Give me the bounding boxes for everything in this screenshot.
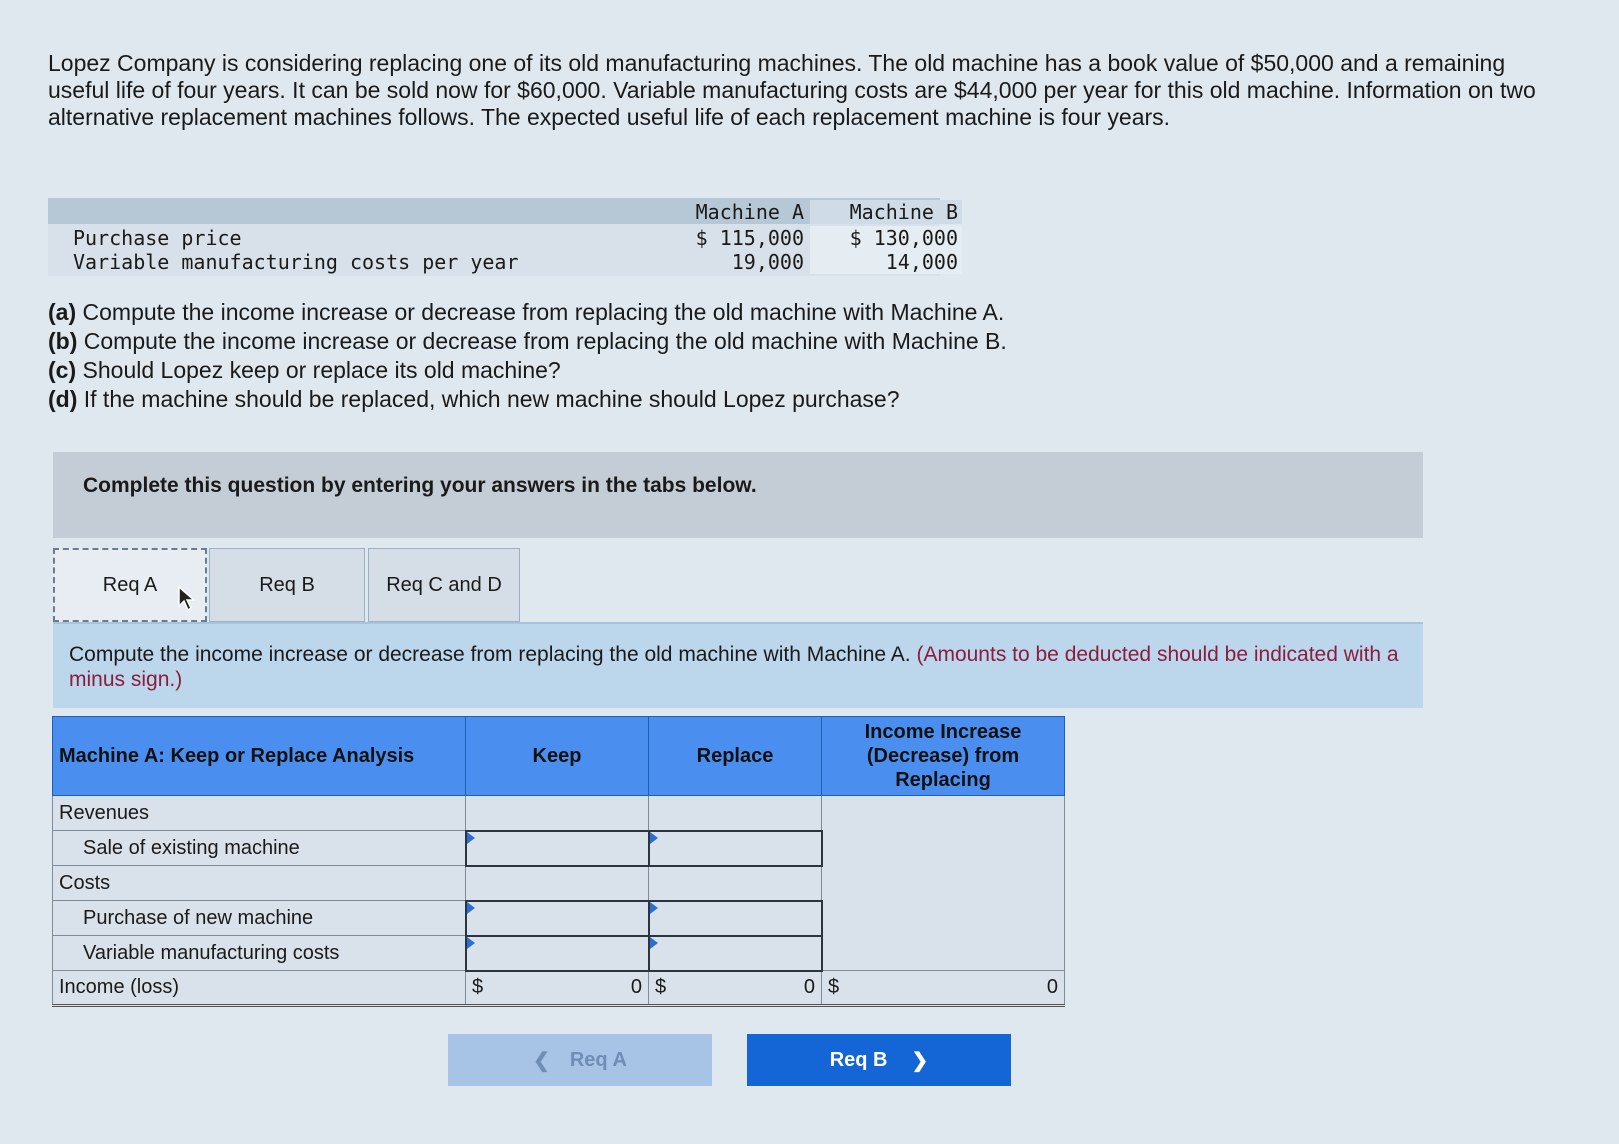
diff-total [822, 971, 1065, 1006]
tab-instruction [53, 624, 1423, 708]
row-label-purchase: Purchase of new machine [53, 901, 466, 936]
row-label: Purchase price [73, 226, 242, 250]
row-label-income: Income (loss) [53, 971, 466, 1006]
tab-req-c-and-d[interactable]: Req C and D [368, 548, 520, 622]
replace-total-value: 0 [803, 976, 815, 999]
prev-req-button[interactable] [448, 1034, 712, 1086]
keep-variable-input[interactable] [466, 936, 649, 971]
machine-a-value: 19,000 [731, 250, 804, 274]
machine-a-header: Machine A [695, 200, 804, 224]
machine-b-value: 14,000 [810, 250, 962, 274]
table-header-row [53, 717, 1065, 796]
keep-total [466, 971, 649, 1006]
keep-cell [466, 866, 649, 901]
tab-req-a[interactable]: Req A [53, 548, 207, 622]
mouse-cursor-icon [178, 586, 196, 612]
machine-data-table [48, 198, 958, 276]
instructions-banner [53, 452, 1423, 538]
replace-total [649, 971, 822, 1006]
tab-req-b[interactable]: Req B [209, 548, 365, 622]
next-label: Req B [829, 1048, 888, 1071]
currency-symbol: $ [655, 976, 667, 999]
machine-a-value: $ 115,000 [695, 226, 804, 250]
machine-data-header [48, 198, 958, 224]
question-list [48, 298, 1007, 414]
replace-sale-input[interactable] [649, 831, 822, 866]
keep-purchase-input[interactable] [466, 901, 649, 936]
question-c: (c) Should Lopez keep or replace its old machine? [48, 357, 561, 383]
header-analysis: Machine A: Keep or Replace Analysis [53, 717, 466, 796]
replace-cell [649, 796, 822, 831]
replace-purchase-input[interactable] [649, 901, 822, 936]
keep-or-replace-table [52, 716, 1065, 1007]
income-row [53, 971, 1065, 1006]
question-b: (b) Compute the income increase or decrease from replacing the old machine with Machine B. [48, 328, 1007, 354]
keep-total-value: 0 [630, 976, 642, 999]
variable-costs-row [48, 248, 958, 274]
purchase-price-row [48, 224, 958, 250]
header-replace: Replace [649, 717, 822, 796]
header-keep: Keep [466, 717, 649, 796]
machine-b-value: $ 130,000 [810, 226, 962, 250]
problem-intro: Lopez Company is considering replacing one of its old manufacturing machines. The old machine has a book value of $50,000 and a remaining useful life of four years. It can be sold now for $60,000. Variable manufacturing costs are $44,000 per year for this old machine. Information on two alternative replacement machines follows. The expected useful life of each replacement machine is four years. [48, 50, 1536, 130]
replace-cell [649, 866, 822, 901]
next-req-button[interactable] [747, 1034, 1011, 1086]
row-label-revenues: Revenues [53, 796, 466, 831]
table-row [53, 796, 1065, 831]
instruction-note: (Amounts to be deducted should be indicated with a minus sign.) [69, 643, 1399, 691]
row-label-sale: Sale of existing machine [53, 831, 466, 866]
keep-cell [466, 796, 649, 831]
machine-b-header: Machine B [810, 200, 962, 224]
currency-symbol: $ [828, 976, 840, 998]
instruction-text: Compute the income increase or decrease from replacing the old machine with Machine A. [69, 643, 911, 666]
diff-total-value: 0 [1046, 976, 1058, 998]
income-diff-cell [822, 796, 1065, 971]
banner-text: Complete this question by entering your answers in the tabs below. [83, 474, 757, 497]
currency-symbol: $ [472, 976, 484, 999]
header-income-diff: Income Increase (Decrease) from Replacing [822, 717, 1065, 796]
question-a: (a) Compute the income increase or decrease from replacing the old machine with Machine A. [48, 299, 1005, 325]
row-label: Variable manufacturing costs per year [73, 250, 519, 274]
chevron-left-icon: ❮ [533, 1049, 550, 1072]
replace-variable-input[interactable] [649, 936, 822, 971]
question-d: (d) If the machine should be replaced, which new machine should Lopez purchase? [48, 386, 900, 412]
keep-sale-input[interactable] [466, 831, 649, 866]
chevron-right-icon: ❯ [911, 1049, 929, 1072]
row-label-costs: Costs [53, 866, 466, 901]
row-label-variable: Variable manufacturing costs [53, 936, 466, 971]
prev-label: Req A [569, 1048, 627, 1071]
